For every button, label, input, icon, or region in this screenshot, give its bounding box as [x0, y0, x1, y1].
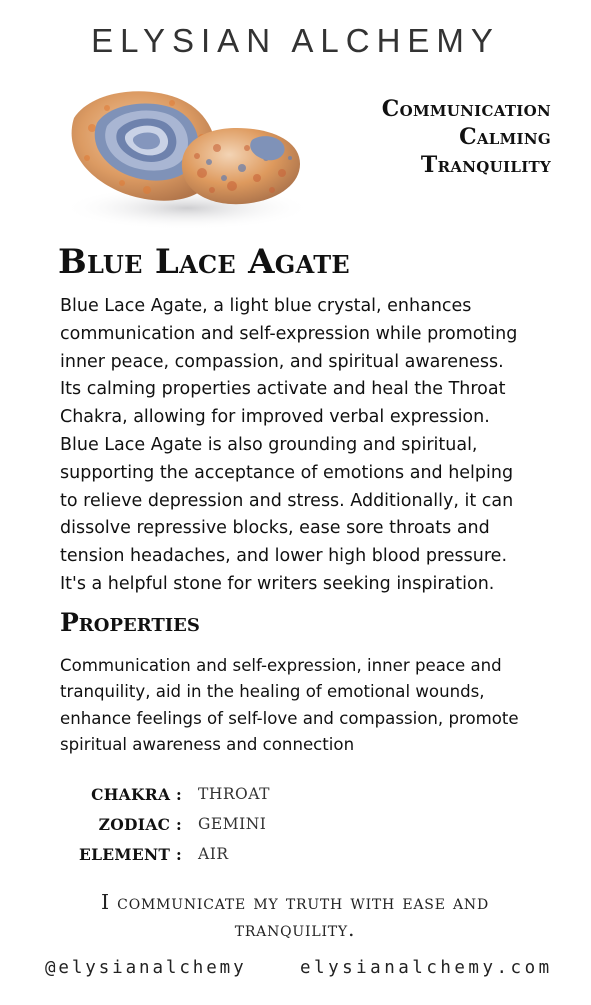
footer — [0, 958, 591, 982]
attribute-label: CHAKRA : — [91, 785, 182, 804]
affirmation: I communicate my truth with ease and tranquility. — [100, 890, 490, 941]
keywords-list — [382, 95, 551, 179]
blue-lace-agate-image — [52, 78, 314, 236]
attribute-value: THROAT — [198, 785, 270, 803]
attribute-value: AIR — [198, 845, 229, 863]
stone-title: Blue Lace Agate — [58, 242, 350, 282]
attribute-row-zodiac — [0, 815, 591, 845]
website-link: elysianalchemy.com — [300, 958, 553, 978]
attribute-value: GEMINI — [198, 815, 267, 833]
social-handle: @elysianalchemy — [45, 958, 247, 978]
keyword: Calming — [459, 124, 551, 150]
brand-logo: ELYSIAN ALCHEMY — [91, 22, 500, 59]
properties-heading: Properties — [60, 608, 200, 637]
attribute-label: ZODIAC : — [98, 815, 182, 834]
keyword: Tranquility — [420, 152, 551, 178]
stone-description: Blue Lace Agate, a light blue crystal, enhances communication and self-expression while promoting inner peace, compassion, and spiritual awareness. Its calming properties activate and heal the Throat Chakra, allowing for improved verbal expression. Blue Lace Agate is also grounding and spiritual, supporting the acceptance of emotions and helping to relieve depression and stress. Additionally, it can dissolve repressive blocks, ease sore throats and tension headaches, and lower high blood pressure. It's a helpful stone for writers seeking inspiration. — [60, 296, 518, 594]
attribute-row-chakra — [0, 785, 591, 815]
attribute-label: ELEMENT : — [78, 845, 182, 864]
properties-text: Communication and self-expression, inner peace and tranquility, aid in the healing of emotional wounds, enhance feelings of self-love and compassion, promote spiritual awareness and connection — [60, 656, 519, 754]
keyword: Communication — [381, 96, 551, 122]
attribute-row-element — [0, 845, 591, 875]
